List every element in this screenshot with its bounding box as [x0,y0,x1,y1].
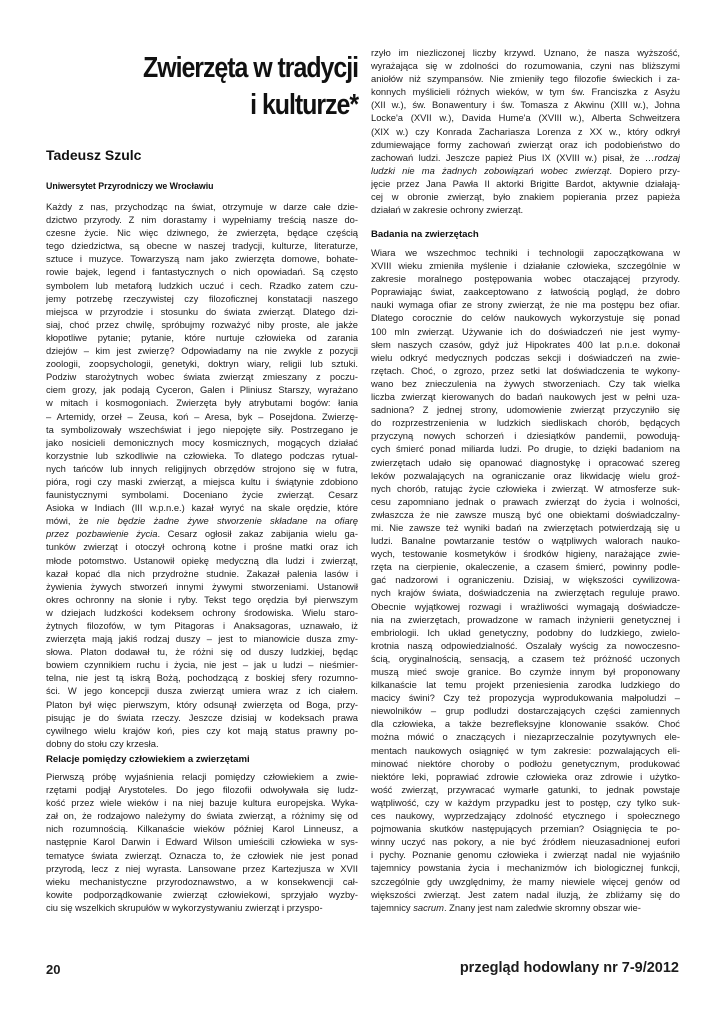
text-line: kowite podporządkowanie zwierząt człowiekowi, sprzyjało wyzby- [46,888,358,900]
text-line: dzictwo przyrody. Z nim dorastamy i wypełniamy treścią nasze do- [46,214,358,226]
journal-name: przegląd hodowlany nr 7-9/2012 [459,960,679,976]
text-line: zachowań ludzi. Jeszcze papież Pius IX (XVIII w.) pisał, że …rodzaj [371,151,680,163]
text-line: zał on, że rodzajowo należymy do świata zwierząt, a różnimy się od [46,810,358,822]
text-line: faunistycznymi symbolami. Doceniano życie zwierząt. Cesarz [46,489,358,501]
text-line: telna, nie jest tą iskrą Bożą, pochodzącą z boskiej sfery rozumno- [46,672,358,684]
text-line: zwierzętach udało się opanować diagnostykę i opracować szereg [371,456,680,468]
text-line: Pierwszą próbę wyjaśnienia relacji pomiędzy człowiekiem a zwie- [46,771,358,782]
text-line: żywienia żywych stworzeń innymi żywymi stworzeniami. Ustanowił [46,580,358,592]
text-line: słowa. Platon dodawał tu, że różni się od duszy ludzkiej, będąc [46,646,358,658]
text-line: cej w obronie zwierząt, było znakiem popierania przez papieża [371,191,680,203]
text-line: nauki wymaga ofiar ze strony zwierząt, że nie ma postępu bez ofiar. [371,299,680,311]
text-line: tego dziedzictwa, są obecne w naszej tradycji, kulturze, literaturze, [46,240,358,252]
text-line: dla człowieka, a także bezrefleksyjne klonowanie ssaków. Choć [371,718,680,730]
section-heading: Relacje pomiędzy człowiekiem a zwierzętami [46,754,250,765]
text-line: okres ochronny na słonie i ryby. Tekst tego orędzia był pierwszym [46,593,358,605]
text-line: nia na zwierzętach, prowadzone w ramach inżynierii genetycznej i [371,613,680,625]
text-line: nich rozumnością. Kilkanaście wieków później Karol Linneusz, a [46,823,358,835]
relations-paragraph [46,770,358,914]
text-line: zoologii, zoopsychologii, genetyki, doktryn wiary, religii lub sztuki. [46,358,358,370]
text-line: czesne życie. Nic więc dziwnego, że zwierzęta, będące częścią [46,227,358,239]
text-line: wyrażająca się w zdolności do rozumowania, czyni nas bliższymi [371,60,680,72]
text-line: ciem grozy, jak podają Cyceron, Galen i Pliniusz Starszy, wyrażano [46,384,358,396]
text-line: winny uczyć nas pokory, a nie być źródłem nieuzasadnionej eufori [371,836,680,848]
text-line: pióra, rogi czy maski zwierząt, a miejsca kultu i świątynie zdobiono [46,475,358,487]
text-line: Poprawiając świat, zaakceptowano z łatwością pogląd, że dobro [371,286,680,298]
text-line: ciu się wszelkich skrupułów w wykorzystywaniu zwierząt i przyspo- [46,901,323,913]
text-line: rzyło im niezliczonej liczby krzywd. Uznano, że nasza wyższość, [371,47,680,58]
text-line: jemy potrzebę rzeczywistej czy filozoficznej konstatacji naszego [46,292,358,304]
text-line: bowiem czynnikiem ruchu i życia, nie jest – jak u ludzi – nieśmier- [46,659,358,671]
text-line: (XIX w.) czy Konrada Zachariasza Lorenza z XX w., który odkrył [371,125,680,137]
text-line: mentach naukowych osiągnięć w tym zakresie: pozwalających eli- [371,744,680,756]
text-line: do rozprzestrzenienia w ludzkich siedliskach chorób, będących [371,417,680,429]
text-line: zakresie moralnego postępowania wobec otaczającej przyrody. [371,273,680,285]
text-line: konnych myślicieli różnych wieków, w tym św. Franciszka z Asyżu [371,86,680,98]
text-line: kazał kopać dla nich przydrożne studnie. Zakazał palenia lasów i [46,567,358,579]
text-line: tajemnicy sacrum. Znany jest nam zaledwie skromny obszar wie- [371,901,641,913]
text-line: nych tańców lub innych religijnych obrzędów strojono się w futra, [46,462,358,474]
text-line: i pychy. Poznanie genomu człowieka i zwierząt nadal nie wyjaśniło [371,849,680,861]
text-line: Podziw starożytnych wobec świata zwierząt zmieszany z poczu- [46,371,358,383]
text-line: siaj, choć przez chwilę, spróbujmy rozważyć niby proste, ale jakże [46,318,358,330]
text-line: Asioka w Indiach (III w.p.n.e.) kazał wyryć na skale orędzie, które [46,502,358,514]
text-line: przyczyną nowych schorzeń i dziesiątków pandemii, powodują- [371,430,680,442]
title-line-2: i kulturze* [250,89,358,121]
text-line: jęcie przez Jana Pawła II aktorki Brigitte Bardot, aktywnie działają- [371,177,680,189]
text-line: wieku mechanistyczne przyrodoznawstwo, a w konsekwencji cał- [46,875,358,887]
text-line: Wiara we wszechmoc techniki i technologii zapoczątkowana w [371,247,680,258]
text-line: cesu zapomniano jednak o prawach zwierząt do życia i wolności, [371,495,680,507]
continuation-paragraph [371,46,680,216]
text-line: przez pozbawienie życia. Cesarz ogłosił zakaz zabijania wielu ga- [46,528,358,540]
text-line: w mitach i kosmogoniach. Zwierzęta były atrybutami bogów: łania [46,397,358,409]
text-line: niewolników – grup podludzi dostarczających części zamiennych [371,705,680,717]
text-line: 100 mln zwierząt. Używanie ich do doświadczeń nie jest wymy- [371,325,680,337]
text-line: ści. W jego koncepcji dusza zwierząt umiera wraz z ich ciałem. [46,685,358,697]
text-line: następnie Karol Darwin i Edward Wilson umieścili człowieka w sys- [46,836,358,848]
text-line: minować niektóre choroby o podłożu genetycznym, produkować [371,757,680,769]
text-line: ścią, oryginalnością, sensacją, a czasem też próżność uczonych [371,652,680,664]
text-line: kłopotliwe pytanie; pytanie, które nurtuje człowieka od zarania [46,331,358,343]
author-affiliation: Uniwersytet Przyrodniczy we Wrocławiu [46,181,214,191]
page-number: 20 [46,962,61,977]
text-line: wątpliwość, czy w każdym przypadku jest to postęp, czy tylko suk- [371,796,680,808]
text-line: sztuce i muzyce. Towarzyszą nam jako zwierzęta domowe, bohate- [46,253,358,265]
text-line: Locke'a (XVII w.), Davida Hume'a (XVIII w.), Alberta Schweitzera [371,112,680,124]
text-line: rzętami podjął Arystoteles. Do jego filozofii odwoływała się ludz- [46,784,358,796]
text-line: niektóre leki, poprawiać zdrowie człowieka oraz zdrowie i użytko- [371,770,680,782]
text-line: rowie bajek, legend i fantastycznych o nich opowiadań. Są często [46,266,358,278]
text-line: w dziejach ludzkości kodeksem ochrony środowiska. Wielu staro- [46,606,358,618]
text-line: korzystnie lub szkodliwie na człowieka. To dlatego podczas rytual- [46,449,358,461]
text-line: nych chorób, ratując życie człowieka i zwierząt. W atmosferze suk- [371,482,680,494]
text-line: sadniona? Z jednej strony, udomowienie zwierząt przyczyniło się [371,404,680,416]
text-line: Platon był więc pierwszym, który odsunął zwierzęta od Boga, przy- [46,698,358,710]
text-line: aniołów niż szympansów. Nie zmieniły tego filozofie świeckich i za- [371,73,680,85]
text-line: kość przez wiele wieków i na niej bazuje kultura europejska. Wyka- [46,797,358,809]
research-paragraph [371,246,680,914]
text-line: cych śmierć ponad miliarda ludzi. Po drugie, to dzięki badaniom na [371,443,680,455]
intro-paragraph [46,200,358,750]
text-line: Obecnie wyjątkowej rozwagi i wrażliwości wymagają doświadcze- [371,600,680,612]
text-line: Każdy z nas, przychodząc na świat, otrzymuje w darze całe dzie- [46,201,358,212]
text-line: wość zwierząt, przywracać wymarłe gatunki, to jednak powstaje [371,783,680,795]
text-line: mi. Nie zawsze też wyniki badań na zwierzętach potwierdzają się u [371,521,680,533]
author-name: Tadeusz Szulc [46,147,142,163]
section-heading: Badania na zwierzętach [371,229,479,240]
text-line: większości zwierząt. Jest zatem nadal iluzją, że zbliżamy się do [371,888,680,900]
text-line: jako nosicieli demonicznych mocy kosmicznych, mogących działać [46,436,358,448]
text-line: – Artemidy, orzeł – Zeusa, koń – Aresa, byk – Posejdona. Zwierzę- [46,410,358,422]
text-line: macicy świni? Czy też propozycja wyprodukowania małpoludzi – [371,692,680,704]
text-line: młode potomstwo. Ustanowił opiekę medyczną dla ludzi i zwierząt, [46,554,358,566]
section-heading-relations [46,753,358,766]
text-line: (XII w.), św. Bonawentury i św. Tomasza z Akwinu (XIII w.), Johna [371,99,680,111]
text-line: tajemnicy powstania życia i mechanizmów ich biologicznej funkcji, [371,862,680,874]
text-line: przyrodą, lecz z niej wyrasta. Lansowane przez Kartezjusza w XVII [46,862,358,874]
text-line: krotnia naszą odpowiedzialność. Oszalały wyścig za nowoczesno- [371,639,680,651]
text-line: mówi, że nie będzie żadne żywe stworzenie składane na ofiarę [46,515,358,527]
text-line: dobny do stołu czy krzesła. [46,737,159,749]
text-line: cywilnego wielu krajów koń, pies czy kot mają status prawny po- [46,724,358,736]
text-line: pisując je do świata rzeczy. Jeszcze dzisiaj w kodeksach prawa [46,711,358,723]
text-line: liczba zwierząt kierowanych do badań naukowych jest w pełni uza- [371,391,680,403]
text-line: nych krajów świata, doświadczenia na zwierzętach reguluje prawo. [371,587,680,599]
text-line: ta symbolizowały wszechświat i jego niepojęte siły. Postrzegano je [46,423,358,435]
text-line: symbolem lub metaforą ludzkich uczuć i cech. Rzadko zatem czu- [46,279,358,291]
text-line: rzętach. Choć, o zgrozo, przez setki lat doświadczenia te wykony- [371,364,680,376]
text-line: ces naukowy, wyprzedzający zdolność etycznego i społecznego [371,810,680,822]
text-line: ludzi. Banalne powtarzanie testów o wątpliwych walorach nauko- [371,535,680,547]
section-heading-research [371,228,680,241]
text-line: działań w zakresie ochrony zwierząt. [371,204,524,216]
text-line: muszą mieć swoje granice. Bo czymże innym był proponowany [371,666,680,677]
text-line: można mówić o znaczących i niezaprzeczalnie pozytywnych ele- [371,731,680,743]
text-line: ludzki nie ma żadnych zobowiązań wobec zwierząt. Dopiero przy- [371,164,680,176]
text-line: kilkanaście lat temu projekt przeniesienia zarodka ludzkiego do [371,679,680,691]
text-line: wielu odkryć medycznych podczas sekcji i doświadczeń na zwie- [371,351,680,363]
article-title [143,50,358,124]
text-line: tematyce świata zwierząt. Oznacza to, że człowiek nie jest ponad [46,849,358,861]
text-line: zwłaszcza że nie zawsze muszą być one obiektami doświadczalny- [371,508,680,520]
text-line: tunków zwierząt i otoczył ochroną kotne i prośne matki oraz ich [46,541,358,553]
text-line: zwierzęta mają jakiś rodzaj duszy – jest to mianowicie dusza zmy- [46,633,358,645]
text-line: szczególnie gdy uwzględnimy, że mamy niewiele więcej genów od [371,875,680,887]
title-line-1: Zwierzęta w tradycji [143,52,358,84]
text-line: Dlatego corocznie do celów naukowych wykorzystuje się ponad [371,312,680,324]
text-line: miejsca w przyrodzie i stosunku do świata zwierząt. Dlatego dzi- [46,305,358,317]
text-line: żytnych filozofów, w tym Pitagoras i Anaksagoras, uznawało, iż [46,620,358,631]
text-line: wano bez znieczulenia na żywych stworzeniach. Czy tak wielka [371,377,680,389]
text-line: rzęta na cierpienie, okaleczenie, a czasem śmierć, powinny podle- [371,561,680,573]
text-line: słem naszych czasów, gdyż już Hipokrates 400 lat p.n.e. dokonał [371,338,680,350]
text-line: dziejów – kim jest zwierzę? Odpowiadamy na nie zwykle z pozycji [46,345,358,357]
text-line: embriologii. Ich układ genetyczny, podobny do ludzkiego, zwielo- [371,626,680,638]
text-line: gać nadzorowi i ograniczeniu. Dzisiaj, w większości cywilizowa- [371,574,680,586]
text-line: zdumiewające formy zachowań zwierząt oraz ich podobieństwo do [371,138,680,150]
text-line: pojmowania skutków następujących przemian? Osiągnięcia te po- [371,823,680,835]
text-line: leków pozwalających na ograniczanie oraz likwidację wielu groź- [371,469,680,481]
text-line: wych, testowanie kosmetyków i środków higieny, narażające zwie- [371,548,680,560]
text-line: XVIII wieku zmieniła myślenie i działanie człowieka, szczególnie w [371,260,680,272]
